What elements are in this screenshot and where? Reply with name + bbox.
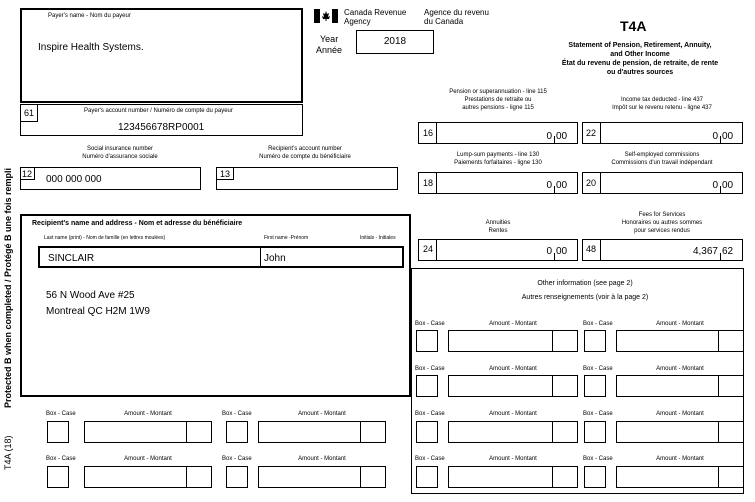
form-title-en-1: Statement of Pension, Retirement, Annuity, [568,42,712,49]
other-amount-cents-divider [718,330,719,352]
other-box-label: Box - Case [415,366,445,372]
recipient-first-name[interactable]: John [264,253,286,264]
box-16-dollars[interactable]: 0 [546,131,552,142]
box-16-label-3: autres pensions - ligne 115 [462,105,534,111]
other-amount-field[interactable] [258,421,386,443]
other-amount-label: Amount - Montant [489,366,537,372]
other-amount-field[interactable] [616,466,744,488]
box-16-label-1: Pension or superannuation - line 115 [449,89,547,95]
recipient-last-label: Last name (print) - Nom de famille (en lettres moulées) [44,235,166,241]
other-box-label: Box - Case [222,456,252,462]
other-box-code-field[interactable] [416,375,438,397]
other-amount-label: Amount - Montant [489,456,537,462]
box-24-number: 24 [423,244,434,254]
other-amount-label: Amount - Montant [489,411,537,417]
other-box-code-field[interactable] [584,330,606,352]
other-amount-field[interactable] [84,466,212,488]
other-box-code-field[interactable] [226,466,248,488]
box-61-value[interactable]: 123456678RP0001 [118,122,205,133]
other-amount-field[interactable] [616,421,744,443]
other-amount-field[interactable] [616,375,744,397]
recipient-initials-label: Initials - Initiales [360,235,396,241]
other-amount-field[interactable] [258,466,386,488]
other-box-code-field[interactable] [584,421,606,443]
side-protected-text: Protected B when completed / Protégé B une fois rempli [3,167,13,408]
other-box-label: Box - Case [583,366,613,372]
box-48-dollars[interactable]: 4,367 [692,246,718,257]
box-18-label-1: Lump-sum payments - line 130 [456,152,540,158]
box-48-number: 48 [586,244,597,254]
box-48-label-1: Fees for Services [638,212,686,218]
other-amount-field[interactable] [448,421,578,443]
recipient-last-name[interactable]: SINCLAIR [48,253,95,264]
other-box-code-field[interactable] [226,421,248,443]
other-box-code-field[interactable] [584,466,606,488]
canada-flag-icon [314,9,338,23]
box-24-dollars[interactable]: 0 [546,246,552,257]
other-amount-label: Amount - Montant [124,456,172,462]
box-22-label-1: Income tax deducted - line 437 [620,97,704,103]
other-box-label: Box - Case [583,321,613,327]
other-amount-cents-divider [718,421,719,443]
recipient-address-2[interactable]: Montreal QC H2M 1W9 [46,306,150,317]
box-48-label-3: pour services rendus [634,228,690,234]
other-amount-cents-divider [552,421,553,443]
other-amount-cents-divider [552,330,553,352]
box-16-number: 16 [423,128,434,138]
other-box-code-field[interactable] [47,466,69,488]
other-box-label: Box - Case [415,321,445,327]
box-22-dollars[interactable]: 0 [712,131,718,142]
box-18-label-2: Paiements forfaitaires - ligne 130 [454,160,542,166]
box-20-dollars[interactable]: 0 [712,180,718,191]
other-amount-label: Amount - Montant [298,456,346,462]
box-22 [582,122,743,144]
agency-fr-line2: du Canada [424,17,464,26]
other-amount-cents-divider [718,375,719,397]
recipient-first-label: First name -Prénom [264,235,309,241]
payer-name-label: Payer's name - Nom du payeur [48,13,131,19]
other-amount-label: Amount - Montant [489,321,537,327]
other-amount-label: Amount - Montant [656,411,704,417]
box-48-cents[interactable]: 62 [722,246,734,257]
box-12-value[interactable]: 000 000 000 [46,174,102,185]
other-box-code-field[interactable] [416,466,438,488]
form-title-en-2: and Other Income [610,51,670,58]
other-box-label: Box - Case [415,411,445,417]
payer-name-value[interactable]: Inspire Health Systems. [38,42,144,53]
other-amount-label: Amount - Montant [298,411,346,417]
box-18-cents[interactable]: 00 [556,180,568,191]
box-12-label-1: Social insurance number [86,146,154,152]
other-amount-cents-divider [360,421,361,443]
other-amount-field[interactable] [448,466,578,488]
form-code: T4A [620,18,647,34]
recipient-address-1[interactable]: 56 N Wood Ave #25 [46,290,135,301]
other-info-title-fr: Autres renseignements (voir à la page 2) [521,294,649,301]
other-amount-field[interactable] [448,330,578,352]
box-20-label-2: Commissions d'un travail indépendant [611,160,713,166]
other-amount-label: Amount - Montant [656,366,704,372]
other-box-label: Box - Case [583,411,613,417]
other-box-label: Box - Case [46,411,76,417]
other-info-title-en: Other information (see page 2) [537,280,633,287]
year-label-fr: Année [316,45,343,55]
other-box-code-field[interactable] [416,330,438,352]
box-20-cents[interactable]: 00 [722,180,734,191]
other-amount-cents-divider [186,466,187,488]
other-box-label: Box - Case [222,411,252,417]
other-amount-label: Amount - Montant [124,411,172,417]
recipient-header: Recipient's name and address - Nom et adresse du bénéficiaire [32,220,243,227]
other-amount-cents-divider [186,421,187,443]
year-label-en: Year [320,34,339,44]
box-61-label: Payer's account number / Numéro de compte du payeur [84,108,233,114]
agency-fr-line1: Agence du revenu [424,8,489,17]
box-13-number: 13 [220,169,231,179]
other-box-label: Box - Case [583,456,613,462]
box-12-number: 12 [22,169,33,179]
box-24-label-1: Annuities [485,220,511,226]
box-13 [216,167,398,190]
payer-name-box [20,8,303,103]
side-form-code: T4A (18) [3,435,13,470]
box-16-label-2: Prestations de retraite ou [464,97,532,103]
box-20 [582,172,743,194]
other-amount-label: Amount - Montant [656,456,704,462]
other-box-code-field[interactable] [47,421,69,443]
other-box-label: Box - Case [415,456,445,462]
box-22-cents[interactable]: 00 [722,131,734,142]
other-amount-cents-divider [552,466,553,488]
other-box-code-field[interactable] [584,375,606,397]
form-title-fr-2: ou d'autres sources [606,69,674,76]
other-amount-cents-divider [718,466,719,488]
form-title-fr-1: État du revenu de pension, de retraite, de rente [561,60,719,67]
box-13-label-1: Recipient's account number [268,146,342,152]
other-amount-cents-divider [552,375,553,397]
box-20-label-1: Self-employed commissions [624,152,700,158]
box-22-label-2: Impôt sur le revenu retenu - ligne 437 [612,105,712,111]
year-value[interactable]: 2018 [383,36,407,47]
box-24-cents[interactable]: 00 [556,246,568,257]
other-box-code-field[interactable] [416,421,438,443]
box-12-label-2: Numéro d'assurance sociale [82,154,158,160]
other-amount-field[interactable] [448,375,578,397]
other-amount-label: Amount - Montant [656,321,704,327]
box-61-number: 61 [24,108,35,118]
box-16-cents[interactable]: 00 [556,131,568,142]
agency-en-line1: Canada Revenue [344,8,407,17]
other-box-label: Box - Case [46,456,76,462]
box-24-label-2: Rentes [488,228,508,234]
other-amount-field[interactable] [84,421,212,443]
box-22-number: 22 [586,128,597,138]
other-amount-cents-divider [360,466,361,488]
other-amount-field[interactable] [616,330,744,352]
box-18-dollars[interactable]: 0 [546,180,552,191]
box-20-number: 20 [586,178,597,188]
box-18-number: 18 [423,178,434,188]
box-13-label-2: Numéro de compte du bénéficiaire [259,154,351,160]
box-48-label-2: Honoraires ou autres sommes [621,220,703,226]
agency-en-line2: Agency [344,17,371,26]
